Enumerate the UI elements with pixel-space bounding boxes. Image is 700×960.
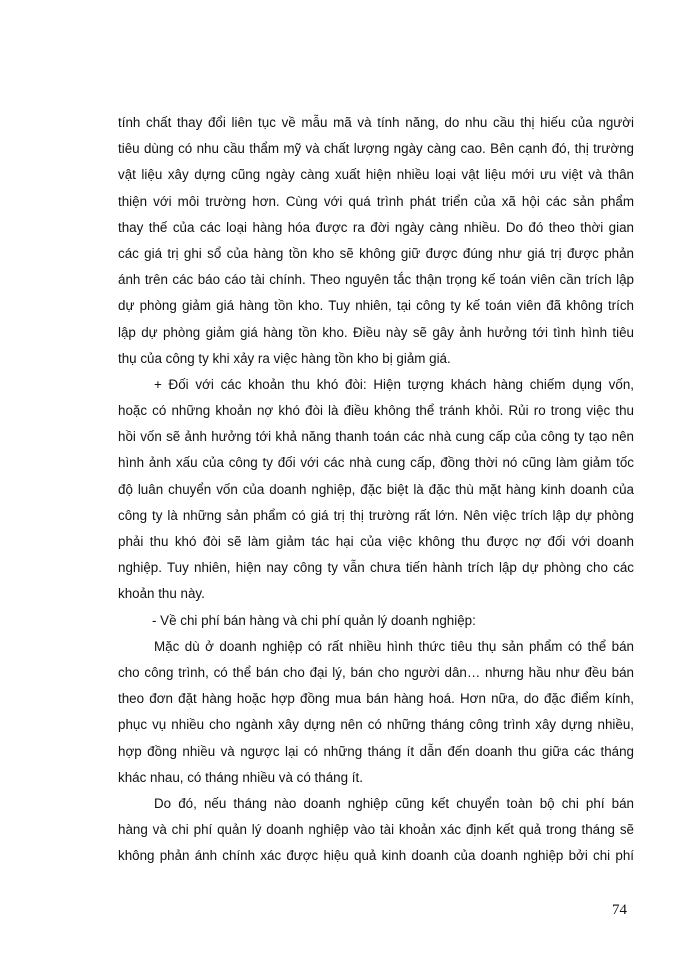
text-line: lập dự phòng giảm giá hàng tồn kho. Điều này sẽ gây ảnh hưởng tới tình hình tiêu <box>118 324 634 340</box>
bullet-heading-line: - Về chi phí bán hàng và chi phí quản lý doanh nghiệp: <box>152 612 476 628</box>
text-line: hình ảnh xấu của công ty đối với các nhà cung cấp, đồng thời nó cũng làm giảm tốc <box>118 455 634 471</box>
text-line: vật liệu xây dựng cũng ngày càng xuất hiện nhiều loại vật liệu mới ưu việt và thân <box>118 167 634 183</box>
text-line: ánh trên các báo cáo tài chính. Theo nguyên tắc thận trọng kế toán viên cần trích lập <box>118 272 634 288</box>
text-line: theo đơn đặt hàng hoặc hợp đồng mua bán hàng hoá. Hơn nữa, do đặc điểm kính, <box>118 691 634 707</box>
text-line: dự phòng giảm giá hàng tồn kho. Tuy nhiên, tại công ty kế toán viên đã không trích <box>118 298 634 314</box>
paragraph-start-line: Mặc dù ở doanh nghiệp có rất nhiều hình thức tiêu thụ sản phẩm có thể bán <box>154 638 634 654</box>
text-line: không phản ánh chính xác được hiệu quả kinh doanh của doanh nghiệp bởi chi phí <box>118 848 634 864</box>
paragraph-start-line: Do đó, nếu tháng nào doanh nghiệp cũng kết chuyển toàn bộ chi phí bán <box>154 795 634 811</box>
text-line: thụ của công ty khi xảy ra việc hàng tồn kho bị giảm giá. <box>118 350 451 366</box>
text-line: nghiệp. Tuy nhiên, hiện nay công ty vẫn chưa tiến hành trích lập dự phòng cho các <box>118 560 634 576</box>
text-line: phục vụ nhiều cho ngành xây dựng nên có những tháng công trình xây dựng nhiều, <box>118 717 634 733</box>
text-line: các giá trị ghi sổ của hàng tồn kho sẽ không giữ được đúng như giá trị được phản <box>118 245 634 261</box>
text-line: hàng và chi phí quản lý doanh nghiệp vào tài khoản xác định kết quả trong tháng sẽ <box>118 822 634 838</box>
text-line: khoản thu này. <box>118 586 205 602</box>
body-text <box>118 110 634 869</box>
text-line: khác nhau, có tháng nhiều và có tháng ít. <box>118 769 363 785</box>
paragraph-start-line: + Đối với các khoản thu khó đòi: Hiện tượng khách hàng chiếm dụng vốn, <box>154 376 634 392</box>
text-line: độ luân chuyển vốn của doanh nghiệp, đặc biệt là đặc thù mặt hàng kinh doanh của <box>118 481 634 497</box>
text-line: hợp đồng nhiều và ngược lại có những tháng ít dẫn đến doanh thu giữa các tháng <box>118 743 634 759</box>
text-line: thiện với môi trường hơn. Cùng với quá trình phát triển của xã hội các sản phẩm <box>118 193 634 209</box>
text-line: phải thu khó đòi sẽ làm giảm tác hại của việc không thu được nợ đối với doanh <box>118 534 634 549</box>
text-line: hồi vốn sẽ ảnh hưởng tới khả năng thanh toán các nhà cung cấp của công ty tạo nên <box>118 429 634 445</box>
text-line: tính chất thay đổi liên tục về mẫu mã và tính năng, do nhu cầu thị hiếu của người <box>118 115 634 130</box>
page-number: 74 <box>612 902 627 918</box>
text-line: công ty là những sản phẩm có giá trị thị trường rất lớn. Nên việc trích lập dự phòng <box>118 507 634 523</box>
text-line: cho công trình, có thể bán cho đại lý, bán cho người dân… nhưng hầu như đều bán <box>118 664 634 680</box>
text-line: hoặc có những khoản nợ khó đòi là điều không thể tránh khỏi. Rủi ro trong việc thu <box>118 403 634 419</box>
text-line: thay thế của các loại hàng hóa được ra đời ngày càng nhiều. Do đó theo thời gian <box>118 219 634 235</box>
text-line: tiêu dùng có nhu cầu thẩm mỹ và chất lượng ngày càng cao. Bên cạnh đó, thị trường <box>118 141 634 157</box>
